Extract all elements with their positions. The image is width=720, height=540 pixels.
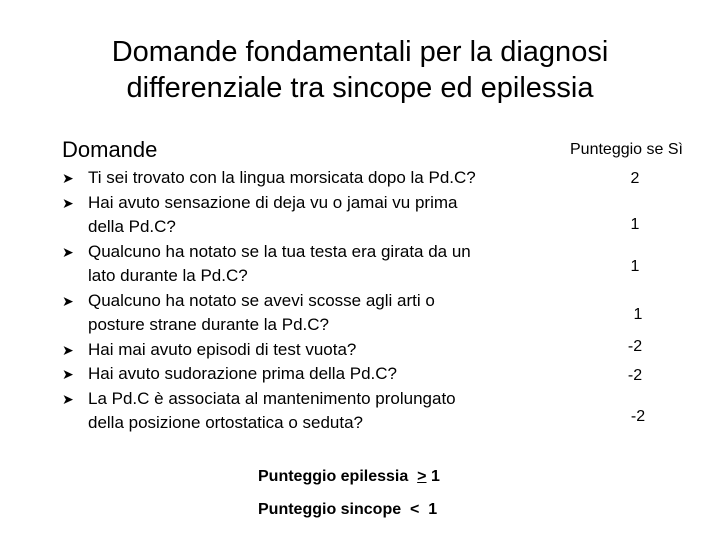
- score-value: -2: [627, 338, 643, 355]
- epilepsy-score-value: 1: [430, 468, 440, 485]
- score-value: -2: [630, 408, 646, 425]
- score-value: 1: [630, 258, 640, 275]
- question-text: Hai mai avuto episodi di test vuota?: [88, 339, 357, 359]
- question-text: Hai avuto sudorazione prima della Pd.C?: [88, 364, 398, 383]
- question-text-cont: della Pd.C?: [88, 217, 176, 236]
- score-value: 2: [630, 170, 640, 187]
- questions-list: [62, 166, 562, 436]
- syncope-score-value: 1: [428, 501, 438, 518]
- question-text-cont: posture strane durante la Pd.C?: [88, 315, 329, 334]
- score-value: 1: [630, 216, 640, 233]
- score-value: 1: [633, 306, 643, 323]
- score-header: Punteggio se Sì: [570, 141, 683, 158]
- arrow-bullet-icon: ➤: [62, 366, 74, 382]
- syncope-score-summary: [258, 501, 437, 519]
- list-item: [62, 289, 562, 338]
- title-line-2: differenziale tra sincope ed epilessia: [126, 72, 594, 104]
- greater-equal-sign: >: [417, 468, 427, 485]
- syncope-score-label: Punteggio sincope: [258, 501, 402, 518]
- list-item: [62, 191, 562, 240]
- epilepsy-score-summary: [258, 468, 440, 486]
- page-title: [0, 34, 720, 106]
- list-item: [62, 362, 562, 387]
- arrow-bullet-icon: ➤: [62, 292, 74, 309]
- question-text: Ti sei trovato con la lingua morsicata dopo la Pd.C?: [88, 168, 476, 187]
- question-text: Hai avuto sensazione di deja vu o jamai vu prima: [88, 192, 458, 212]
- arrow-bullet-icon: ➤: [62, 194, 74, 211]
- question-text: Qualcuno ha notato se la tua testa era girata da un: [88, 241, 471, 261]
- title-line-1: Domande fondamentali per la diagnosi: [111, 36, 609, 68]
- arrow-bullet-icon: ➤: [62, 390, 74, 407]
- arrow-bullet-icon: ➤: [62, 170, 74, 186]
- score-value: -2: [627, 367, 643, 384]
- question-text: La Pd.C è associata al mantenimento prolungato: [88, 388, 456, 408]
- epilepsy-score-label: Punteggio epilessia: [258, 468, 409, 485]
- list-item: [62, 240, 562, 289]
- list-item: [62, 166, 562, 191]
- questions-header: Domande: [62, 137, 158, 162]
- question-text: Qualcuno ha notato se avevi scosse agli arti o: [88, 290, 435, 310]
- less-than-sign: <: [410, 501, 420, 518]
- question-text-cont: lato durante la Pd.C?: [88, 266, 248, 285]
- list-item: [62, 387, 562, 436]
- list-item: [62, 338, 562, 363]
- arrow-bullet-icon: ➤: [62, 243, 74, 260]
- question-text-cont: della posizione ortostatica o seduta?: [88, 413, 364, 432]
- arrow-bullet-icon: ➤: [62, 341, 74, 358]
